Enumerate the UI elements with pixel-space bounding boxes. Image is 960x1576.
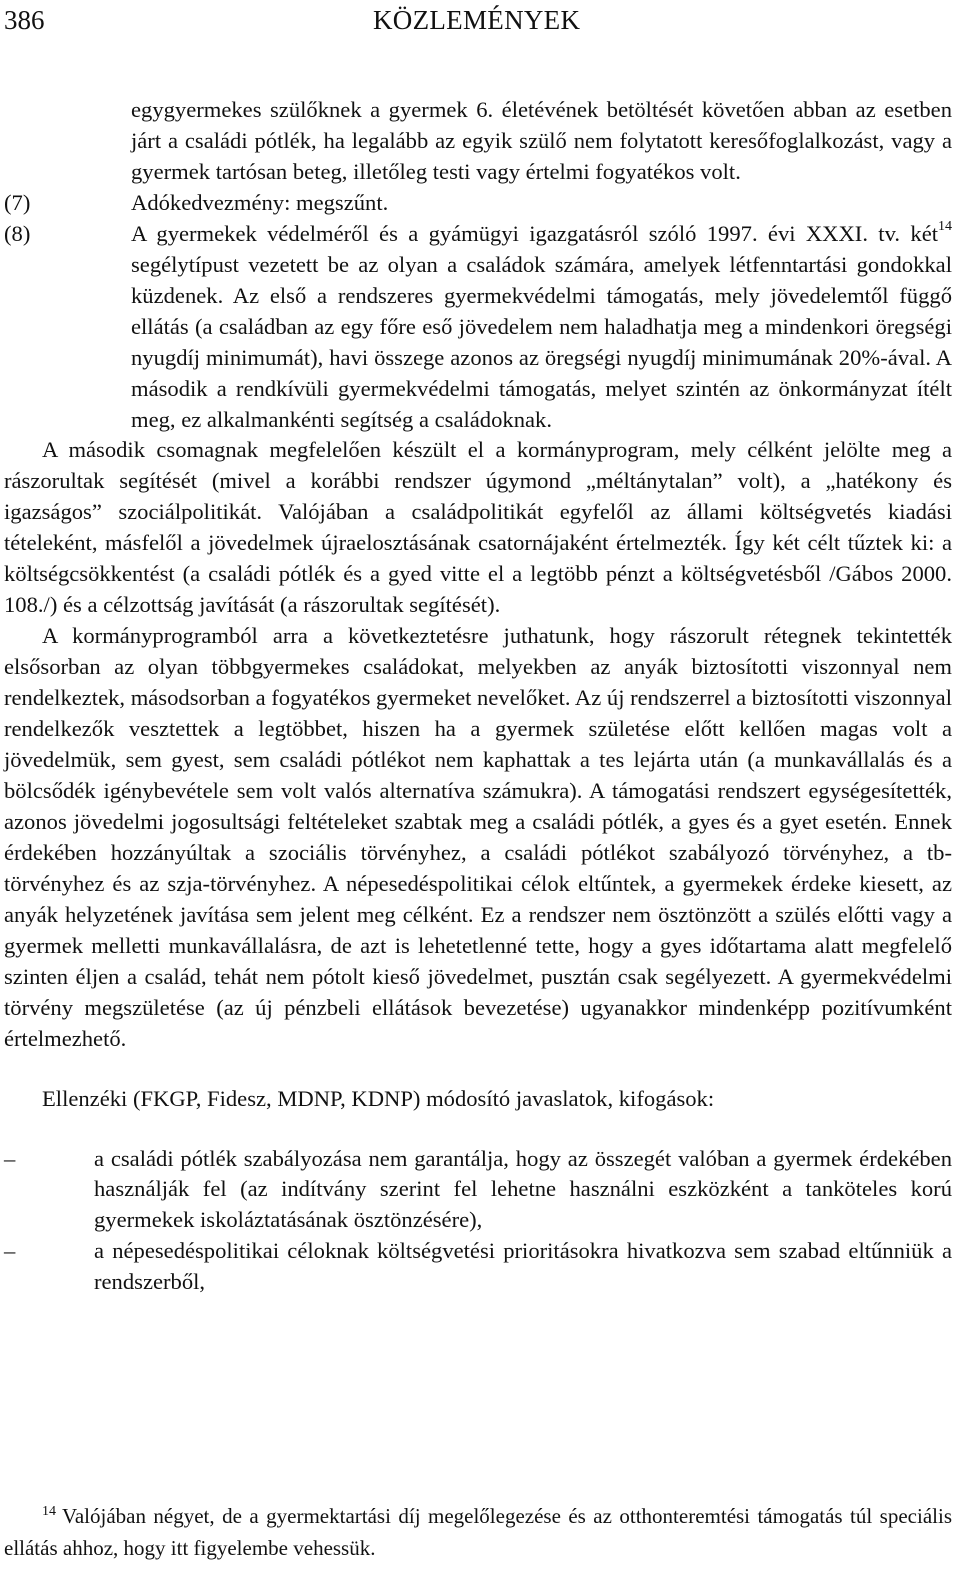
- paragraph-spacer: [4, 1055, 952, 1084]
- list-item-text: a családi pótlék szabályozása nem garantálja, hogy az összegét valóban a gyermek érdekében használják fel (az indítvány szerint fel lehetne használni eszközként a tanköteles korú gyermekek iskoláztatásának ösztönzésére),: [94, 1145, 952, 1233]
- list-item-text: a népesedéspolitikai céloknak költségvetési prioritásokra hivatkozva sem szabad eltűnniük a rendszerből,: [94, 1238, 952, 1295]
- page-number: 386: [4, 5, 45, 35]
- item-number: (7): [4, 189, 31, 215]
- opposition-heading: Ellenzéki (FKGP, Fidesz, MDNP, KDNP) módosító javaslatok, kifogások:: [42, 1085, 715, 1111]
- paragraph: A második csomagnak megfelelően készült el a kormányprogram, mely célként jelölte meg a rászorultak segítését (mivel a korábbi rendszer úgymond „méltánytalan” volt), a „hatékony és igazságos” szociálpolitikát. Valójában a családpolitikát egyfelől az állami költségvetés kiadási tételeként, másfelől a jövedelmek újraelosztásának csatornájaként értelmezték. Így két célt tűztek ki: a költségcsökkentést (a családi pótlék és a gyed vitte el a legtöbb pénzt a költségvetésből /Gábos 2000. 108./) és a célzottság javítását (a rászorultak segítését).: [4, 437, 952, 618]
- opposition-list: [4, 1144, 952, 1299]
- footnote-reference: 14: [938, 219, 952, 235]
- dash-bullet: –: [4, 1238, 16, 1264]
- item-text-before-ref: A gyermekek védelméről és a gyámügyi igazgatásról szóló 1997. évi XXXI. tv. két: [131, 220, 938, 246]
- footnote-text: Valójában négyet, de a gyermektartási díj megelőlegezése és az otthonteremtési támogatás túl speciális ellátás ahhoz, hogy itt figyelembe vehessük.: [4, 1504, 952, 1560]
- dash-bullet: –: [4, 1145, 16, 1171]
- item-text: Adókedvezmény: megszűnt.: [131, 189, 389, 215]
- page-header: [0, 2, 960, 38]
- running-title: KÖZLEMÉNYEK: [373, 5, 581, 35]
- paragraph: A kormányprogramból arra a következtetésre juthatunk, hogy rászorult rétegnek tekintették elsősorban az olyan többgyermekes családokat, melyekben az anyák biztosítotti viszonnyal nem rendelkeztek, másodsorban a fogyatékos gyermeket nevelőket. Az új rendszerrel a biztosítotti viszonnyal rendelkezők vesztettek a legtöbbet, hiszen ha a gyermek születése előtt kellően magas volt a jövedelmük, sem gyest, sem családi pótlékot nem kaphattak a tes lejárta után (a munkavállalás és a bölcsődék igénybevétele sem volt valós alternatíva számukra). A támogatási rendszert egységesítették, azonos jövedelmi jogosultsági feltételeket szabtak meg a családi pótlék, a gyes és a gyet esetén. Ennek érdekében hozzányúltak a szociális törvényhez, a családi pótlékot szabályozó törvényhez, a tb-törvényhez és az szja-törvényhez. A népesedéspolitikai célok eltűntek, a gyermekek érdeke kiesett, az anyák helyzetének javítása sem jelent meg célként. Ez a rendszer nem ösztönzött a szülés előtti vagy a gyermek melletti munkavállalásra, de azt is lehetetlenné tette, hogy a gyes időtartama alatt megfelelő szinten éljen a család, tehát nem pótolt kieső jövedelmet, pusztán csak segélyezett. A gyermekvédelmi törvény megszületése (az új pénzbeli ellátások bevezetése) ugyanakkor mindenképp pozitívumként értelmezhető.: [4, 623, 952, 1051]
- item-number: (8): [4, 220, 31, 246]
- footnote: [4, 1500, 952, 1564]
- paragraph-spacer: [4, 1115, 952, 1144]
- item-text-after-ref: segélytípust vezetett be az olyan a családok számára, amelyek létfenntartási gondokkal küzdenek. Az első a rendszeres gyermekvédelmi támogatás, mely jövedelemtől függő ellátás (a családban az egy főre eső jövedelem nem haladhatja meg a mindenkori öregségi nyugdíj minimumát), havi összege azonos az öregségi nyugdíj minimumának 20%-ával. A második a rendkívüli gyermekvédelmi támogatás, melyet szintén az önkormányzat ítélt meg, ez alkalmankénti segítség a családoknak.: [131, 251, 952, 432]
- footnote-mark: 14: [42, 1504, 56, 1519]
- list-item-7: [4, 188, 952, 219]
- body-text: [4, 95, 952, 1298]
- list-item: [4, 1144, 952, 1237]
- continued-item-text: egygyermekes szülőknek a gyermek 6. életévének betöltését követően abban az esetben járt a családi pótlék, ha legalább az egyik szülő nem folytatott keresőfoglalkozást, vagy a gyermek tartósan beteg, illetőleg testi vagy értelmi fogyatékos volt.: [131, 97, 952, 184]
- list-item-8: [4, 219, 952, 436]
- list-item: [4, 1236, 952, 1298]
